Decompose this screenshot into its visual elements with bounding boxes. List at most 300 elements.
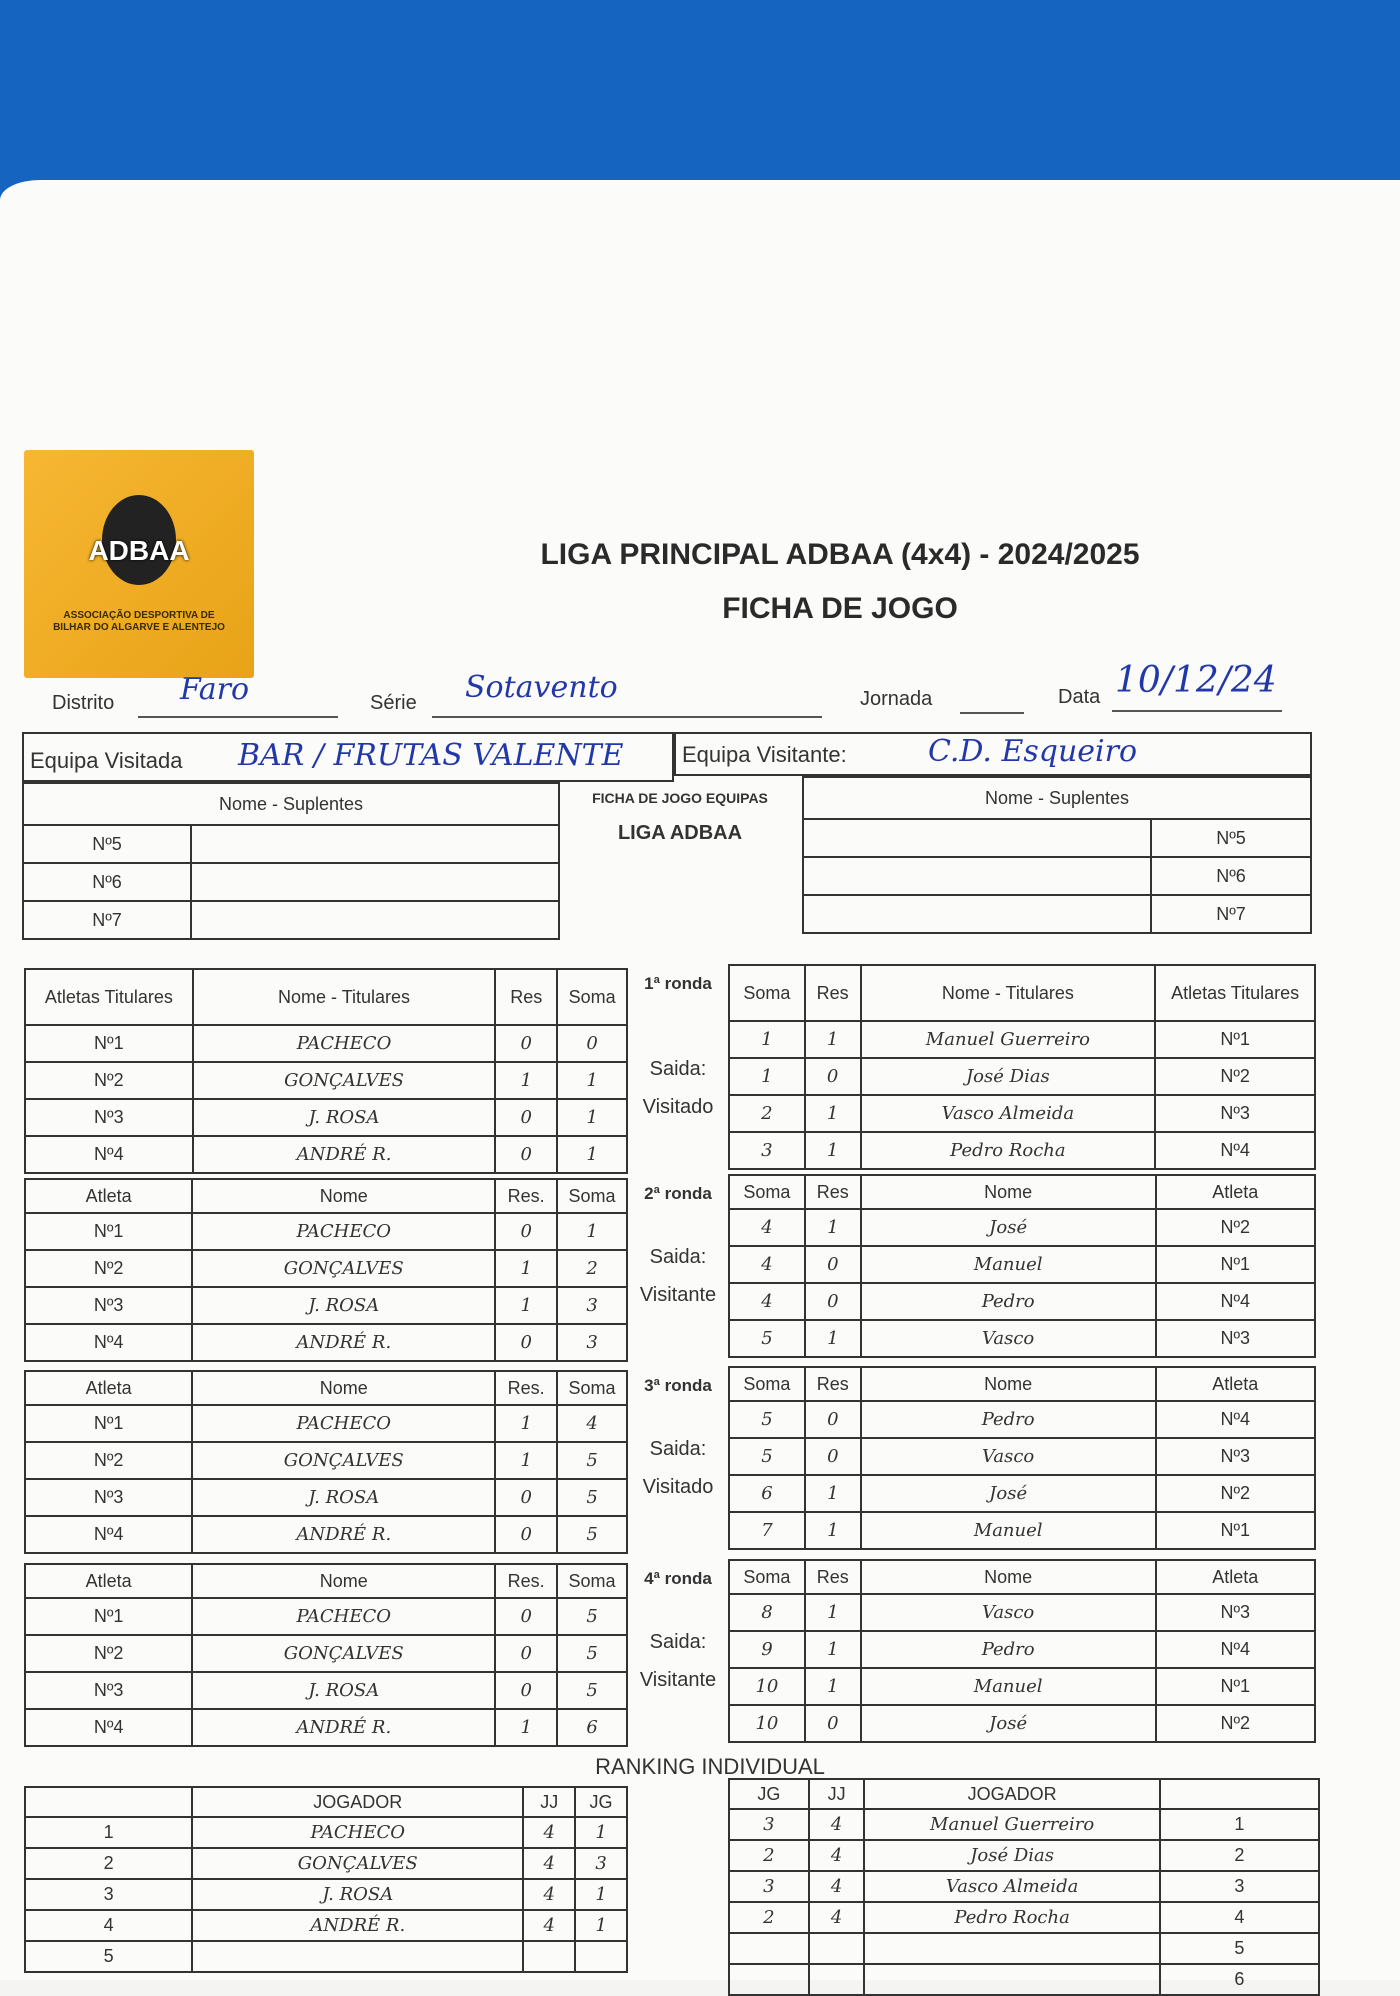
jj-cell[interactable]: 4 [809, 1871, 865, 1902]
soma-cell[interactable]: 5 [557, 1598, 627, 1635]
player-name[interactable]: GONÇALVES [192, 1635, 495, 1672]
away-round-table [728, 1174, 1316, 1358]
result-cell[interactable]: 1 [805, 1668, 861, 1705]
result-cell[interactable]: 0 [805, 1401, 861, 1438]
soma-header: Soma [729, 1175, 805, 1209]
table-row [729, 1809, 1319, 1840]
table-row [25, 1709, 627, 1746]
table-row [25, 1848, 627, 1879]
saida-label: Saida: [649, 1631, 707, 1653]
home-round-table [24, 1370, 628, 1554]
ranking-position: 1 [25, 1817, 192, 1848]
saida-team: Visitado [642, 1476, 714, 1498]
athlete-number: Nº1 [25, 1025, 193, 1062]
soma-cell[interactable]: 5 [729, 1401, 805, 1438]
jg-cell[interactable]: 1 [575, 1817, 627, 1848]
player-name[interactable]: J. ROSA [192, 1672, 495, 1709]
athlete-number: Nº2 [1156, 1209, 1315, 1246]
name-header: Nome [861, 1175, 1156, 1209]
table-row [729, 1475, 1315, 1512]
name-header: Nome [861, 1367, 1156, 1401]
jg-cell[interactable]: 1 [575, 1910, 627, 1941]
result-cell[interactable]: 0 [495, 1598, 557, 1635]
athlete-number: Nº4 [25, 1709, 192, 1746]
res-header: Res [805, 1560, 861, 1594]
home-team-label: Equipa Visitada [30, 748, 183, 773]
soma-header: Soma [557, 969, 627, 1025]
table-row [25, 1817, 627, 1848]
table-row [25, 1025, 627, 1062]
res-header: Res [805, 1367, 861, 1401]
player-name[interactable]: ANDRÉ R. [193, 1136, 496, 1173]
athlete-number: Nº4 [25, 1516, 192, 1553]
table-row [25, 1062, 627, 1099]
suplente-name-cell[interactable] [803, 857, 1151, 895]
name-header: Nome [192, 1371, 495, 1405]
table-row [729, 1840, 1319, 1871]
adbaa-logo [24, 450, 254, 678]
result-cell[interactable]: 1 [805, 1512, 861, 1549]
player-name[interactable]: Vasco [861, 1594, 1156, 1631]
suplente-name-cell[interactable] [803, 819, 1151, 857]
athlete-number: Nº3 [25, 1672, 192, 1709]
player-name[interactable]: José Dias [864, 1840, 1159, 1871]
result-cell[interactable]: 0 [805, 1283, 861, 1320]
table-row [25, 1516, 627, 1553]
table-row [25, 1213, 627, 1250]
saida-label: Saida: [649, 1438, 707, 1460]
position-header [25, 1787, 192, 1817]
res-header: Res. [495, 1564, 557, 1598]
jj-cell[interactable]: 4 [523, 1848, 575, 1879]
soma-header: Soma [729, 1367, 805, 1401]
name-header: Nome [192, 1179, 495, 1213]
player-name[interactable]: PACHECO [192, 1598, 495, 1635]
away-round-table [728, 964, 1316, 1170]
table-row [729, 1902, 1319, 1933]
player-name[interactable]: PACHECO [193, 1025, 496, 1062]
soma-cell[interactable]: 3 [557, 1287, 627, 1324]
distrito-label: Distrito [52, 692, 115, 714]
table-row [25, 1479, 627, 1516]
page-subtitle: FICHA DE JOGO [722, 592, 958, 625]
result-cell[interactable]: 1 [805, 1095, 861, 1132]
distrito-value[interactable]: Faro [180, 672, 250, 707]
soma-cell[interactable]: 10 [729, 1705, 805, 1742]
table-row [25, 1672, 627, 1709]
away-team-label: Equipa Visitante: [682, 742, 847, 767]
player-name[interactable]: GONÇALVES [192, 1848, 523, 1879]
player-name[interactable]: J. ROSA [192, 1879, 523, 1910]
athlete-number: Nº1 [1155, 1021, 1315, 1058]
soma-header: Soma [557, 1371, 627, 1405]
table-row [729, 1668, 1315, 1705]
home-round-table [24, 1563, 628, 1747]
athlete-header: Atleta [25, 1371, 192, 1405]
soma-cell[interactable]: 3 [729, 1132, 805, 1169]
result-cell[interactable]: 1 [805, 1021, 861, 1058]
center-label-2: LIGA ADBAA [617, 822, 743, 844]
jg-cell[interactable] [575, 1941, 627, 1972]
player-name[interactable]: ANDRÉ R. [192, 1709, 495, 1746]
player-name[interactable]: Manuel [861, 1246, 1156, 1283]
athlete-header: Atleta [25, 1564, 192, 1598]
table-row [25, 1287, 627, 1324]
table-row [25, 1250, 627, 1287]
result-cell[interactable]: 0 [495, 1635, 557, 1672]
soma-cell[interactable]: 4 [729, 1246, 805, 1283]
soma-header: Soma [729, 965, 805, 1021]
round-label: 3ª ronda [644, 1376, 712, 1395]
suplentes-header: Nome - Suplentes [803, 777, 1311, 819]
table-row [729, 1021, 1315, 1058]
result-cell[interactable]: 0 [495, 1479, 557, 1516]
soma-cell[interactable]: 10 [729, 1668, 805, 1705]
athlete-header: Atleta [1156, 1560, 1315, 1594]
saida-team: Visitado [642, 1096, 714, 1118]
player-name[interactable]: J. ROSA [193, 1099, 496, 1136]
athlete-number: Nº1 [25, 1213, 192, 1250]
player-name[interactable]: PACHECO [192, 1213, 495, 1250]
jj-cell[interactable]: 4 [523, 1910, 575, 1941]
jg-cell[interactable]: 3 [729, 1809, 809, 1840]
away-round-table [728, 1559, 1316, 1743]
player-name[interactable]: GONÇALVES [193, 1062, 496, 1099]
player-name[interactable]: Pedro [861, 1283, 1156, 1320]
saida-label: Saida: [649, 1058, 707, 1080]
suplente-name-cell[interactable] [191, 901, 559, 939]
result-cell[interactable]: 0 [495, 1099, 557, 1136]
result-cell[interactable]: 0 [805, 1058, 861, 1095]
suplente-number: Nº7 [23, 901, 191, 939]
result-cell[interactable]: 1 [805, 1132, 861, 1169]
serie-value[interactable]: Sotavento [465, 670, 618, 705]
player-header: JOGADOR [864, 1779, 1159, 1809]
athlete-number: Nº4 [25, 1324, 192, 1361]
result-cell[interactable]: 0 [495, 1516, 557, 1553]
result-cell[interactable]: 1 [805, 1594, 861, 1631]
page-title: LIGA PRINCIPAL ADBAA (4x4) - 2024/2025 [540, 538, 1140, 571]
result-cell[interactable]: 1 [495, 1287, 557, 1324]
jj-cell[interactable]: 4 [809, 1902, 865, 1933]
data-value[interactable]: 10/12/24 [1115, 660, 1277, 701]
home-round-table [24, 968, 628, 1174]
result-cell[interactable]: 0 [495, 1136, 557, 1173]
soma-cell[interactable]: 1 [729, 1021, 805, 1058]
player-name[interactable]: ANDRÉ R. [192, 1516, 495, 1553]
saida-label: Saida: [649, 1246, 707, 1268]
table-row [25, 1635, 627, 1672]
ranking-position: 5 [25, 1941, 192, 1972]
player-name[interactable]: J. ROSA [192, 1287, 495, 1324]
soma-cell[interactable]: 4 [729, 1209, 805, 1246]
player-name[interactable]: José [861, 1705, 1156, 1742]
away-suplentes-table [802, 776, 1312, 934]
player-name[interactable]: Vasco Almeida [864, 1871, 1159, 1902]
player-name[interactable] [192, 1941, 523, 1972]
result-cell[interactable]: 1 [495, 1442, 557, 1479]
jg-header: JG [729, 1779, 809, 1809]
away-ranking-table [728, 1778, 1320, 1996]
ranking-position: 2 [25, 1848, 192, 1879]
res-header: Res. [495, 1179, 557, 1213]
serie-line [432, 716, 822, 718]
soma-cell[interactable]: 6 [729, 1475, 805, 1512]
table-row [729, 1132, 1315, 1169]
suplentes-header: Nome - Suplentes [23, 783, 559, 825]
res-header: Res [805, 965, 861, 1021]
table-row [729, 1401, 1315, 1438]
athlete-number: Nº3 [1156, 1438, 1315, 1475]
jg-cell[interactable]: 3 [575, 1848, 627, 1879]
ranking-position: 5 [1160, 1933, 1319, 1964]
position-header [1160, 1779, 1319, 1809]
soma-cell[interactable]: 0 [557, 1025, 627, 1062]
player-name[interactable]: PACHECO [192, 1817, 523, 1848]
player-name[interactable]: Vasco [861, 1438, 1156, 1475]
player-name[interactable]: Pedro [861, 1631, 1156, 1668]
jj-cell[interactable] [809, 1933, 865, 1964]
suplente-number: Nº5 [1151, 819, 1311, 857]
table-row [25, 1442, 627, 1479]
soma-cell[interactable]: 5 [557, 1635, 627, 1672]
table-row [25, 1879, 627, 1910]
player-name[interactable]: ANDRÉ R. [192, 1324, 495, 1361]
ranking-position: 2 [1160, 1840, 1319, 1871]
suplente-name-cell[interactable] [803, 895, 1151, 933]
soma-cell[interactable]: 5 [729, 1438, 805, 1475]
athlete-number: Nº2 [25, 1062, 193, 1099]
athlete-number: Nº1 [25, 1598, 192, 1635]
table-row [25, 1598, 627, 1635]
athlete-header: Atletas Titulares [25, 969, 193, 1025]
soma-cell[interactable]: 7 [729, 1512, 805, 1549]
athlete-number: Nº4 [1156, 1283, 1315, 1320]
suplente-name-cell[interactable] [191, 825, 559, 863]
result-cell[interactable]: 0 [495, 1025, 557, 1062]
jj-cell[interactable] [523, 1941, 575, 1972]
soma-cell[interactable]: 3 [557, 1324, 627, 1361]
soma-cell[interactable]: 6 [557, 1709, 627, 1746]
athlete-number: Nº3 [1156, 1320, 1315, 1357]
ranking-position: 3 [25, 1879, 192, 1910]
res-header: Res [495, 969, 557, 1025]
soma-cell[interactable]: 5 [557, 1479, 627, 1516]
table-row [729, 1871, 1319, 1902]
home-suplentes-table [22, 782, 560, 940]
player-name[interactable]: José [861, 1209, 1156, 1246]
ranking-position: 4 [1160, 1902, 1319, 1933]
soma-cell[interactable]: 4 [557, 1405, 627, 1442]
athlete-number: Nº3 [25, 1099, 193, 1136]
suplente-number: Nº6 [1151, 857, 1311, 895]
player-header: JOGADOR [192, 1787, 523, 1817]
athlete-number: Nº2 [25, 1635, 192, 1672]
athlete-number: Nº4 [1155, 1132, 1315, 1169]
soma-cell[interactable]: 2 [729, 1095, 805, 1132]
home-ranking-table [24, 1786, 628, 1973]
suplente-number: Nº5 [23, 825, 191, 863]
jj-cell[interactable]: 4 [523, 1817, 575, 1848]
name-header: Nome [861, 1560, 1156, 1594]
serie-label: Série [370, 692, 417, 714]
suplente-number: Nº6 [23, 863, 191, 901]
soma-cell[interactable]: 1 [729, 1058, 805, 1095]
table-row [25, 1136, 627, 1173]
jg-cell[interactable]: 3 [729, 1871, 809, 1902]
player-name[interactable]: Pedro Rocha [861, 1132, 1156, 1169]
result-cell[interactable]: 1 [495, 1405, 557, 1442]
athlete-number: Nº1 [1156, 1512, 1315, 1549]
jg-header: JG [575, 1787, 627, 1817]
athlete-number: Nº3 [1156, 1594, 1315, 1631]
table-row [729, 1594, 1315, 1631]
player-name[interactable]: GONÇALVES [192, 1250, 495, 1287]
logo-subtitle: ASSOCIAÇÃO DESPORTIVA DE BILHAR DO ALGARVE E ALENTEJO [53, 610, 225, 633]
table-row [729, 1209, 1315, 1246]
result-cell[interactable]: 1 [805, 1631, 861, 1668]
result-cell[interactable]: 0 [805, 1438, 861, 1475]
center-label-1: FICHA DE JOGO EQUIPAS [592, 790, 768, 806]
athlete-header: Atletas Titulares [1155, 965, 1315, 1021]
soma-cell[interactable]: 1 [557, 1062, 627, 1099]
player-name[interactable]: Pedro Rocha [864, 1902, 1159, 1933]
table-row [729, 1283, 1315, 1320]
round-label: 4ª ronda [644, 1569, 712, 1588]
name-header: Nome - Titulares [193, 969, 496, 1025]
ranking-position: 6 [1160, 1964, 1319, 1995]
saida-team: Visitante [639, 1284, 717, 1306]
result-cell[interactable]: 0 [495, 1672, 557, 1709]
table-row [729, 1095, 1315, 1132]
round-label: 2ª ronda [644, 1184, 712, 1203]
athlete-number: Nº2 [1156, 1475, 1315, 1512]
blue-background [0, 0, 1400, 200]
result-cell[interactable]: 1 [495, 1062, 557, 1099]
away-round-table [728, 1366, 1316, 1550]
athlete-header: Atleta [1156, 1367, 1315, 1401]
result-cell[interactable]: 1 [495, 1250, 557, 1287]
round-label: 1ª ronda [644, 974, 712, 993]
table-row [729, 1058, 1315, 1095]
jj-cell[interactable]: 4 [809, 1809, 865, 1840]
athlete-number: Nº4 [1156, 1401, 1315, 1438]
soma-cell[interactable]: 9 [729, 1631, 805, 1668]
home-team-value[interactable]: BAR / FRUTAS VALENTE [238, 738, 624, 773]
player-name[interactable]: Manuel Guerreiro [864, 1809, 1159, 1840]
player-name[interactable]: José Dias [861, 1058, 1156, 1095]
soma-cell[interactable]: 1 [557, 1213, 627, 1250]
athlete-number: Nº2 [25, 1442, 192, 1479]
athlete-number: Nº1 [25, 1405, 192, 1442]
table-row [25, 1324, 627, 1361]
suplente-number: Nº7 [1151, 895, 1311, 933]
soma-cell[interactable]: 5 [557, 1672, 627, 1709]
soma-header: Soma [729, 1560, 805, 1594]
result-cell[interactable]: 0 [805, 1246, 861, 1283]
player-name[interactable]: Manuel [861, 1512, 1156, 1549]
result-cell[interactable]: 1 [805, 1209, 861, 1246]
res-header: Res. [495, 1371, 557, 1405]
jg-cell[interactable] [729, 1933, 809, 1964]
jornada-label: Jornada [860, 688, 933, 710]
jj-header: JJ [809, 1779, 865, 1809]
result-cell[interactable]: 1 [495, 1709, 557, 1746]
table-row [25, 1910, 627, 1941]
soma-cell[interactable]: 5 [557, 1442, 627, 1479]
result-cell[interactable]: 1 [805, 1475, 861, 1512]
soma-cell[interactable]: 8 [729, 1594, 805, 1631]
soma-cell[interactable]: 5 [557, 1516, 627, 1553]
jj-cell[interactable]: 4 [809, 1840, 865, 1871]
athlete-number: Nº1 [1156, 1668, 1315, 1705]
player-name[interactable]: PACHECO [192, 1405, 495, 1442]
player-name[interactable]: Manuel [861, 1668, 1156, 1705]
result-cell[interactable]: 0 [495, 1324, 557, 1361]
jg-cell[interactable]: 1 [575, 1879, 627, 1910]
athlete-header: Atleta [25, 1179, 192, 1213]
soma-cell[interactable]: 5 [729, 1320, 805, 1357]
table-row [25, 1405, 627, 1442]
soma-cell[interactable]: 4 [729, 1283, 805, 1320]
table-row [729, 1933, 1319, 1964]
jj-cell[interactable]: 4 [523, 1879, 575, 1910]
saida-team: Visitante [639, 1669, 717, 1691]
jornada-line [960, 712, 1024, 714]
player-name[interactable]: J. ROSA [192, 1479, 495, 1516]
table-row [729, 1705, 1315, 1742]
player-name[interactable]: Vasco [861, 1320, 1156, 1357]
result-cell[interactable]: 0 [495, 1213, 557, 1250]
ranking-position: 4 [25, 1910, 192, 1941]
athlete-number: Nº2 [1156, 1705, 1315, 1742]
player-name[interactable]: GONÇALVES [192, 1442, 495, 1479]
data-label: Data [1058, 686, 1101, 708]
result-cell[interactable]: 0 [805, 1705, 861, 1742]
player-name[interactable] [864, 1933, 1159, 1964]
table-row [25, 1941, 627, 1972]
suplente-name-cell[interactable] [191, 863, 559, 901]
athlete-number: Nº3 [25, 1479, 192, 1516]
jg-cell[interactable]: 2 [729, 1902, 809, 1933]
athlete-number: Nº4 [1156, 1631, 1315, 1668]
athlete-number: Nº3 [1155, 1095, 1315, 1132]
away-team-value[interactable]: C.D. Esqueiro [928, 734, 1138, 769]
name-header: Nome - Titulares [861, 965, 1156, 1021]
table-row [25, 1099, 627, 1136]
jg-cell[interactable]: 2 [729, 1840, 809, 1871]
athlete-number: Nº4 [25, 1136, 193, 1173]
player-name[interactable]: Vasco Almeida [861, 1095, 1156, 1132]
player-name[interactable]: José [861, 1475, 1156, 1512]
soma-cell[interactable]: 2 [557, 1250, 627, 1287]
res-header: Res [805, 1175, 861, 1209]
soma-header: Soma [557, 1179, 627, 1213]
ranking-position: 3 [1160, 1871, 1319, 1902]
athlete-number: Nº1 [1156, 1246, 1315, 1283]
ranking-title: RANKING INDIVIDUAL [595, 1754, 825, 1779]
soma-cell[interactable]: 1 [557, 1136, 627, 1173]
logo-text: ADBAA [88, 535, 190, 566]
result-cell[interactable]: 1 [805, 1320, 861, 1357]
player-name[interactable]: Manuel Guerreiro [861, 1021, 1156, 1058]
jj-header: JJ [523, 1787, 575, 1817]
player-name[interactable]: Pedro [861, 1401, 1156, 1438]
player-name[interactable]: ANDRÉ R. [192, 1910, 523, 1941]
athlete-header: Atleta [1156, 1175, 1315, 1209]
soma-cell[interactable]: 1 [557, 1099, 627, 1136]
home-round-table [24, 1178, 628, 1362]
